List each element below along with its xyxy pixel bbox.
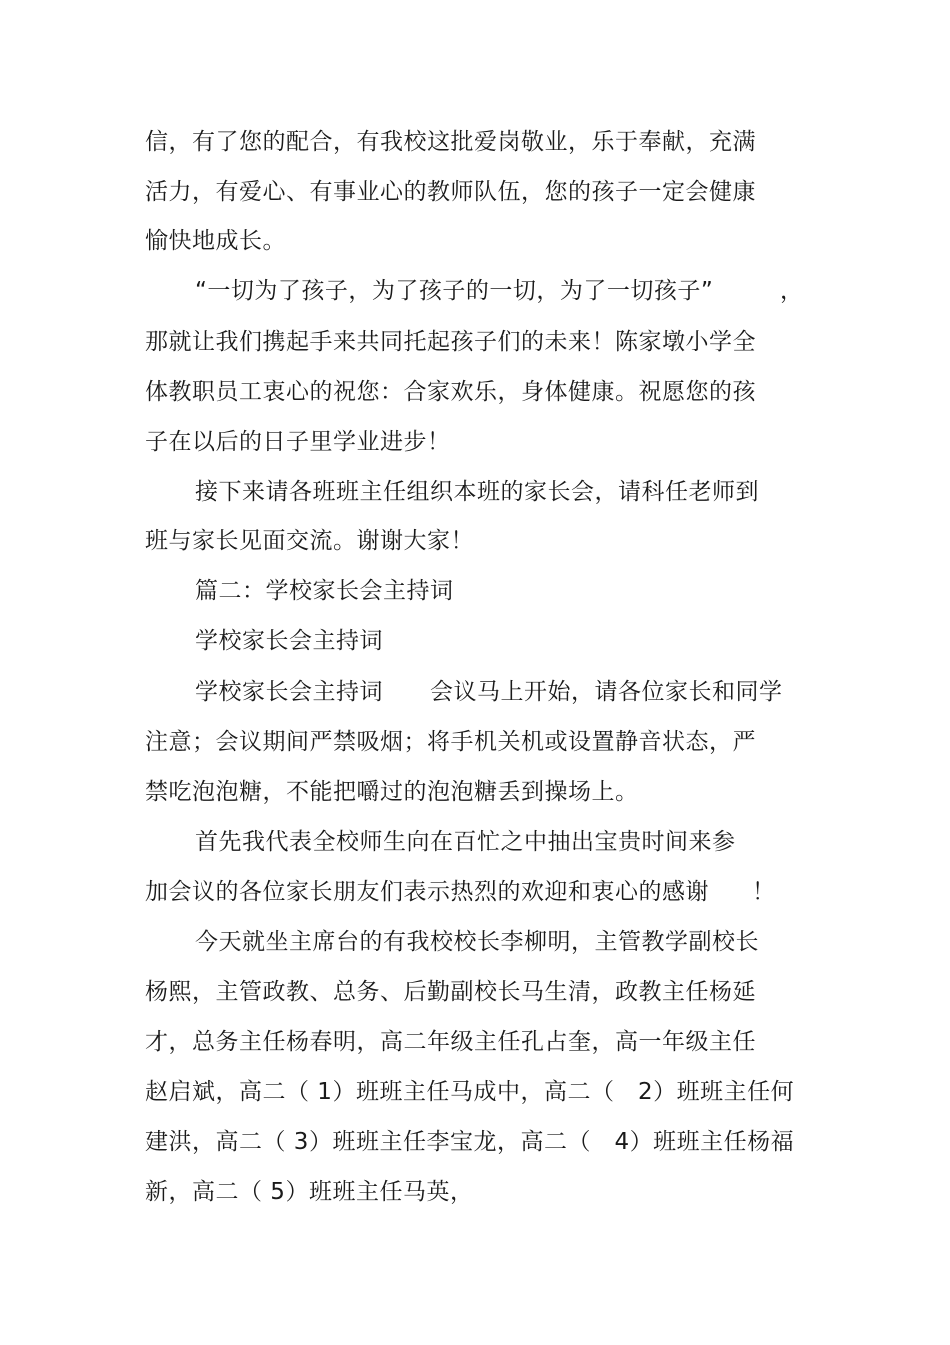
trailing-comma: ， xyxy=(780,278,803,304)
paragraph-line: 新，高二（ 5）班班主任马英， xyxy=(145,1179,474,1205)
paragraph-line: 注意；会议期间严禁吸烟；将手机关机或设置静音状态，严 xyxy=(145,729,756,755)
paragraph-line: 学校家长会主持词 会议马上开始，请各位家长和同学 xyxy=(195,679,783,705)
paragraph-line: 建洪，高二（ 3）班班主任李宝龙，高二（ 4）班班主任杨福 xyxy=(145,1129,795,1155)
paragraph-line: 接下来请各班班主任组织本班的家长会，请科任老师到 xyxy=(195,479,759,505)
paragraph-line: 信，有了您的配合，有我校这批爱岗敬业，乐于奉献，充满 xyxy=(145,129,756,155)
paragraph-line: 愉快地成长。 xyxy=(145,228,286,254)
paragraph-line: 班与家长见面交流。谢谢大家！ xyxy=(145,528,474,554)
paragraph-line: 今天就坐主席台的有我校校长李柳明，主管教学副校长 xyxy=(195,929,759,955)
trailing-exclamation: ！ xyxy=(752,879,775,905)
paragraph-line: “一切为了孩子，为了孩子的一切，为了一切孩子” xyxy=(195,278,714,304)
paragraph-line: 赵启斌，高二（ 1）班班主任马成中，高二（ 2）班班主任何 xyxy=(145,1079,795,1105)
section-title: 学校家长会主持词 xyxy=(195,628,383,654)
paragraph-line: 体教职员工衷心的祝您：合家欢乐，身体健康。祝愿您的孩 xyxy=(145,379,756,405)
paragraph-line: 活力，有爱心、有事业心的教师队伍，您的孩子一定会健康 xyxy=(145,179,756,205)
paragraph-line: 子在以后的日子里学业进步！ xyxy=(145,429,451,455)
paragraph-line: 首先我代表全校师生向在百忙之中抽出宝贵时间来参 xyxy=(195,829,736,855)
paragraph-line: 禁吃泡泡糖，不能把嚼过的泡泡糖丢到操场上。 xyxy=(145,779,639,805)
paragraph-line: 才，总务主任杨春明，高二年级主任孔占奎，高一年级主任 xyxy=(145,1029,756,1055)
paragraph-line: 那就让我们携起手来共同托起孩子们的未来！陈家墩小学全 xyxy=(145,329,756,355)
paragraph-line: 杨熙，主管政教、总务、后勤副校长马生清，政教主任杨延 xyxy=(145,979,756,1005)
paragraph-line: 加会议的各位家长朋友们表示热烈的欢迎和衷心的感谢 xyxy=(145,879,709,905)
section-heading: 篇二：学校家长会主持词 xyxy=(195,578,454,604)
